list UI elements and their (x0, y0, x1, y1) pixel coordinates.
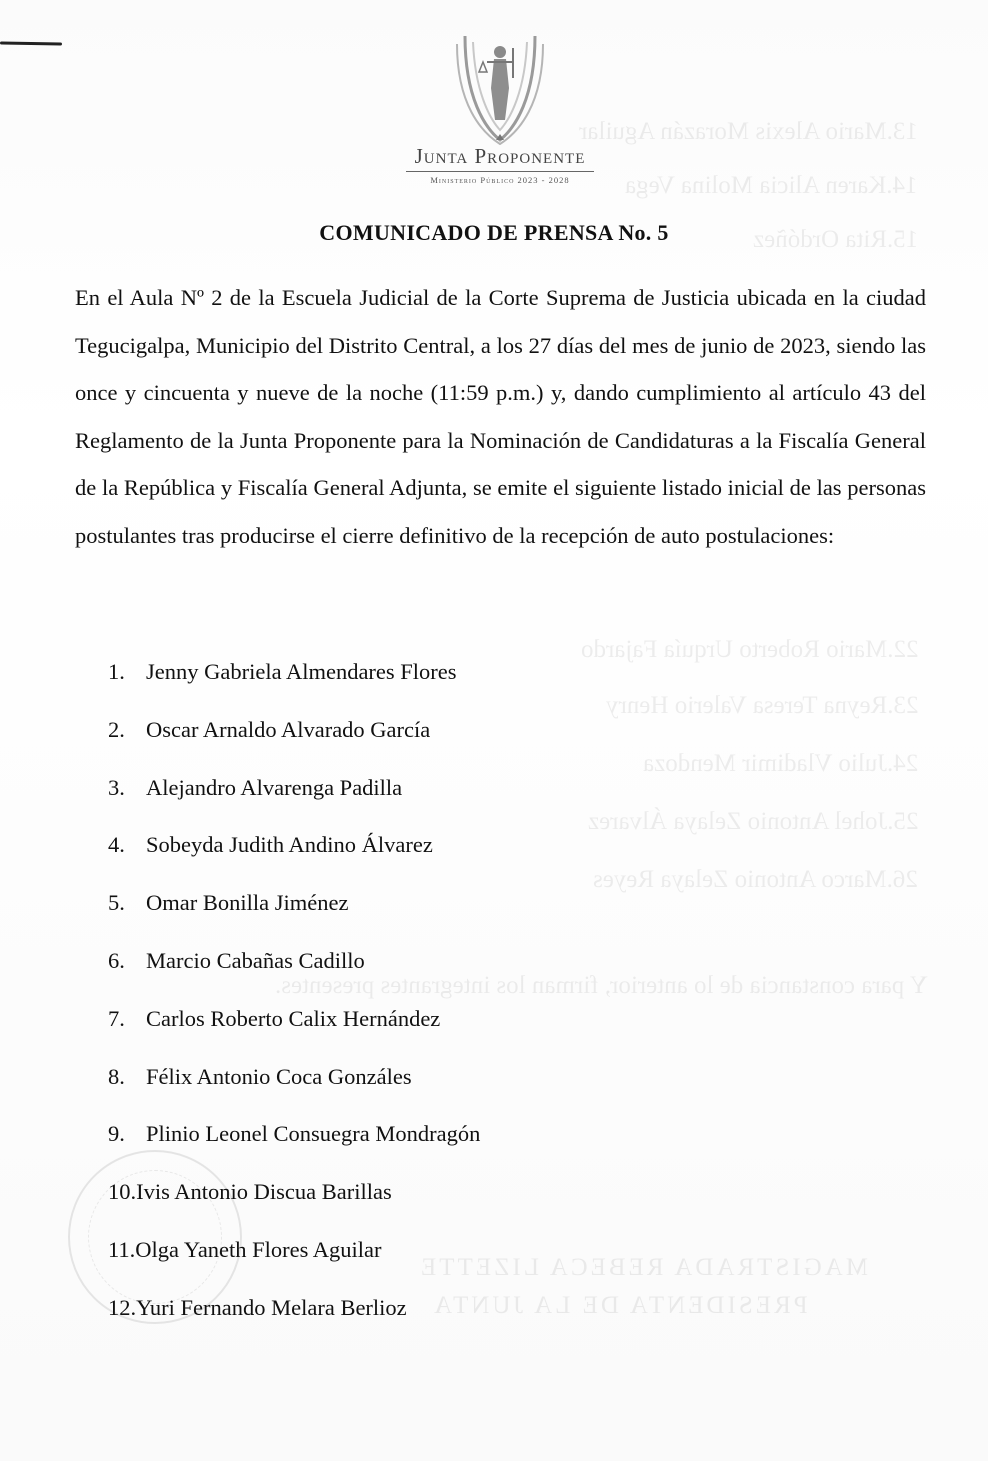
list-item-number: 12. (108, 1294, 137, 1320)
list-item (108, 881, 480, 939)
list-item (108, 1112, 480, 1170)
list-item-number: 5. (108, 890, 125, 916)
list-item-name: Plinio Leonel Consuegra Mondragón (146, 1121, 481, 1147)
bleed-through: PRESIDENTA DE LA JUNTA (431, 1292, 808, 1319)
list-item-name: Félix Antonio Coca Gonzáles (146, 1063, 412, 1089)
list-item-number: 8. (108, 1063, 125, 1089)
list-item-number: 4. (108, 832, 125, 858)
bleed-through: 15.Rita Ordóñez (752, 226, 918, 253)
list-item (108, 1228, 480, 1286)
bleed-through: Y para constancia de lo anterior, firman los integrantes presentes. (275, 972, 928, 999)
list-item-name: Alejandro Alvarenga Padilla (146, 774, 403, 800)
list-item-name: Oscar Arnaldo Alvarado García (146, 716, 431, 742)
justice-statue-icon (445, 28, 555, 146)
bleed-through: 13.Mario Alexis Morazán Aguilar (579, 118, 918, 145)
list-item-number: 7. (108, 1005, 125, 1031)
list-item-number: 11. (108, 1236, 136, 1262)
list-item (108, 650, 480, 708)
list-item (108, 823, 480, 881)
logo-divider (406, 171, 594, 172)
list-item-name: Marcio Cabañas Cadillo (146, 947, 365, 973)
document-title: COMUNICADO DE PRENSA No. 5 (319, 220, 669, 245)
list-item (108, 1055, 480, 1113)
list-item-name: Olga Yaneth Flores Aguilar (135, 1236, 382, 1262)
document-body: En el Aula Nº 2 de la Escuela Judicial de la Corte Suprema de Justicia ubicada en la ciudad Tegucigalpa, Municipio del Distrito Central, a los 27 días del mes de junio de 2023, siendo las once y cincuenta y nueve de la noche (11:59 p.m.) y, dando cumplimiento al artículo 43 del Reglamento de la Junta Proponente para la Nominación de Candidaturas a la Fiscalía General de la República y Fiscalía General Adjunta, se emite el siguiente listado inicial de las personas postulantes tras producirse el cierre definitivo de la recepción de auto postulaciones: (75, 285, 926, 548)
list-item-name: Sobeyda Judith Andino Álvarez (146, 832, 433, 858)
bleed-through: MAGISTRADA REBECA LIZETTE (418, 1254, 868, 1281)
candidate-list (108, 650, 480, 1344)
list-item-number: 10. (108, 1179, 137, 1205)
list-item (108, 766, 480, 824)
pen-mark (0, 41, 62, 45)
bleed-through: 25.Johel Antonio Zelaya Álvarez (587, 808, 918, 835)
logo-subtitle: Ministerio Público 2023 - 2028 (430, 175, 570, 185)
list-item-name: Carlos Roberto Calix Hernández (146, 1005, 441, 1031)
bleed-through: 14.Karen Alicia Molina Vega (625, 172, 918, 199)
bleed-through: 22.Mario Roberto Urquía Fajardo (580, 636, 918, 663)
list-item-name: Omar Bonilla Jiménez (146, 890, 349, 916)
list-item (108, 997, 480, 1055)
list-item-name: Yuri Fernando Melara Berlioz (136, 1294, 407, 1320)
bleed-through: 24.Julio Vladimir Mendoza (642, 750, 918, 777)
bleed-through: 26.Marco Antonio Zelaya Reyes (593, 866, 918, 893)
list-item (108, 1170, 480, 1228)
list-item-number: 1. (108, 659, 125, 684)
junta-proponente-logo (400, 28, 600, 188)
logo-title: Junta Proponente (414, 144, 586, 168)
list-item (108, 939, 480, 997)
list-item (108, 708, 480, 766)
list-item-number: 6. (108, 947, 125, 973)
list-item-name: Ivis Antonio Discua Barillas (136, 1179, 392, 1205)
list-item-number: 2. (108, 716, 125, 742)
list-item (108, 1286, 480, 1344)
list-item-number: 3. (108, 774, 125, 800)
list-item-number: 9. (108, 1121, 125, 1147)
list-item-name: Jenny Gabriela Almendares Flores (146, 659, 457, 684)
bleed-through: 23.Reyna Teresa Valerio Henry (605, 692, 918, 719)
